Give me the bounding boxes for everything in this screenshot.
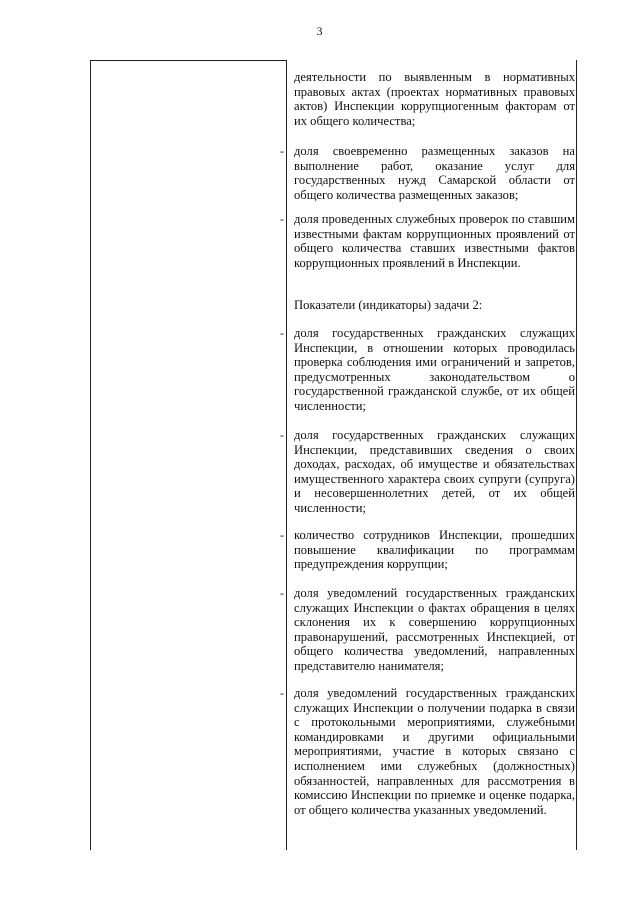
list-item [288,70,577,128]
dash-marker: - [280,428,284,442]
entry-text: количество сотрудников Инспекции, прошедших повышение квалификации по программам предупреждения коррупции; [294,528,575,572]
list-item [280,212,577,270]
list-item [280,144,577,202]
page-number: 3 [316,24,323,38]
list-item [280,428,577,516]
entry-text: доля проведенных служебных проверок по ставшим известными фактам коррупционных проявлений от общего количества ставших известными фактов коррупционных проявлений в Инспекции. [294,212,575,270]
list-item [280,326,577,414]
table [90,60,577,850]
dash-marker: - [280,144,284,158]
dash-marker: - [280,686,284,700]
dash-marker: - [280,212,284,226]
dash-marker: - [280,528,284,542]
section-heading [288,298,577,313]
list-item [280,586,577,674]
entry-text: доля государственных гражданских служащих Инспекции, в отношении которых проводилась проверка соблюдения ими ограничений и запретов, предусмотренных законодательством о государственной гражданской службе, от их общей численности; [294,326,575,413]
entry-text: доля своевременно размещенных заказов на выполнение работ, оказание услуг для государственных нужд Самарской области от общего количества размещенных заказов; [294,144,575,202]
list-item [280,686,577,817]
entry-text: доля уведомлений государственных гражданских служащих Инспекции о получении подарка в связи с протокольными мероприятиями, служебными командировками и другими официальными мероприятиями, участие в которых связано с исполнением ими служебных (должностных) обязанностей, направленных для рассмотрения в комиссию Инспекции по приемке и оценке подарка, от общего количества указанных уведомлений. [294,686,575,817]
dash-marker: - [280,586,284,600]
heading-text: Показатели (индикаторы) задачи 2: [294,298,483,312]
entry-text: доля уведомлений государственных гражданских служащих Инспекции о фактах обращения в целях склонения их к совершению коррупционных правонарушений, рассмотренных Инспекцией, от общего количества уведомлений, направленных представителю нанимателя; [294,586,575,673]
list-item [280,528,577,572]
dash-marker: - [280,326,284,340]
table-column-divider [286,60,287,850]
entry-text: деятельности по выявленным в нормативных правовых актах (проектах нормативных правовых актов) Инспекции коррупциогенным факторам от их общего количества; [294,70,575,128]
left-column-cell [90,60,286,850]
entry-text: доля государственных гражданских служащих Инспекции, представивших сведения о своих доходах, расходах, об имуществе и обязательствах имущественного характера своих супруги (супруга) и несовершеннолетних детей, от их общей численности; [294,428,575,515]
